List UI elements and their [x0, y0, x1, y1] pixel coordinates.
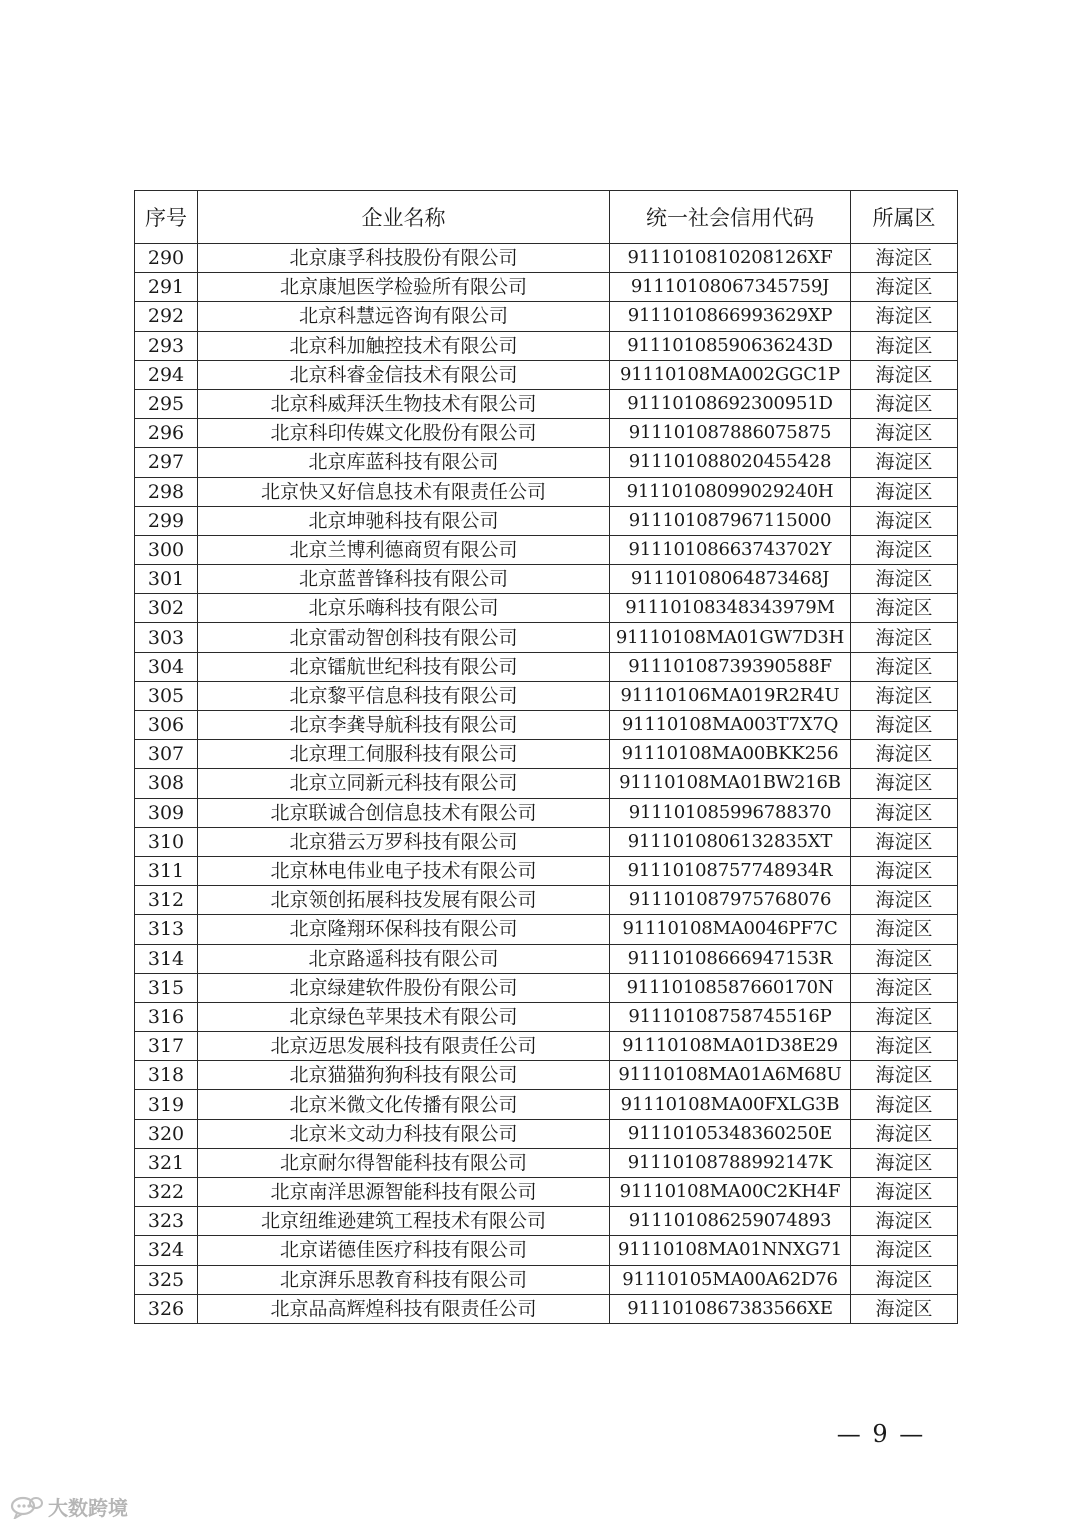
header-serial: 序号: [135, 191, 198, 244]
credit-code-cell: 91110105348360250E: [610, 1119, 851, 1148]
district-cell: 海淀区: [851, 1148, 958, 1177]
district-cell: 海淀区: [851, 973, 958, 1002]
company-name-cell: 北京黎平信息科技有限公司: [198, 681, 610, 710]
serial-cell: 294: [135, 360, 198, 389]
company-name-cell: 北京湃乐思教育科技有限公司: [198, 1265, 610, 1294]
company-name-cell: 北京康旭医学检验所有限公司: [198, 273, 610, 302]
district-cell: 海淀区: [851, 827, 958, 856]
table-row: [135, 1061, 958, 1090]
credit-code-cell: 9111010806132835XT: [610, 827, 851, 856]
table-row: [135, 798, 958, 827]
serial-cell: 321: [135, 1148, 198, 1177]
district-cell: 海淀区: [851, 1207, 958, 1236]
company-name-cell: 北京隆翔环保科技有限公司: [198, 915, 610, 944]
company-name-cell: 北京乐嗨科技有限公司: [198, 594, 610, 623]
table-row: [135, 419, 958, 448]
company-name-cell: 北京科印传媒文化股份有限公司: [198, 419, 610, 448]
district-cell: 海淀区: [851, 1119, 958, 1148]
table-row: [135, 886, 958, 915]
credit-code-cell: 91110108MA00FXLG3B: [610, 1090, 851, 1119]
credit-code-cell: 91110108666947153R: [610, 944, 851, 973]
serial-cell: 326: [135, 1294, 198, 1323]
header-company-name: 企业名称: [198, 191, 610, 244]
serial-cell: 311: [135, 856, 198, 885]
serial-cell: 312: [135, 886, 198, 915]
serial-cell: 291: [135, 273, 198, 302]
district-cell: 海淀区: [851, 1090, 958, 1119]
credit-code-cell: 91110108064873468J: [610, 565, 851, 594]
company-name-cell: 北京路遥科技有限公司: [198, 944, 610, 973]
company-name-cell: 北京耐尔得智能科技有限公司: [198, 1148, 610, 1177]
district-cell: 海淀区: [851, 944, 958, 973]
table-row: [135, 856, 958, 885]
serial-cell: 296: [135, 419, 198, 448]
credit-code-cell: 91110108590636243D: [610, 331, 851, 360]
district-cell: 海淀区: [851, 1002, 958, 1031]
company-name-cell: 北京库蓝科技有限公司: [198, 448, 610, 477]
serial-cell: 299: [135, 506, 198, 535]
serial-cell: 318: [135, 1061, 198, 1090]
company-name-cell: 北京猫猫狗狗科技有限公司: [198, 1061, 610, 1090]
serial-cell: 320: [135, 1119, 198, 1148]
table-row: [135, 1002, 958, 1031]
serial-cell: 310: [135, 827, 198, 856]
credit-code-cell: 91110108739390588F: [610, 652, 851, 681]
company-name-cell: 北京李龚导航科技有限公司: [198, 711, 610, 740]
table-row: [135, 623, 958, 652]
credit-code-cell: 91110108067345759J: [610, 273, 851, 302]
company-name-cell: 北京领创拓展科技发展有限公司: [198, 886, 610, 915]
credit-code-cell: 91110108692300951D: [610, 389, 851, 418]
credit-code-cell: 91110108MA002GGC1P: [610, 360, 851, 389]
company-name-cell: 北京雷动智创科技有限公司: [198, 623, 610, 652]
credit-code-cell: 91110108348343979M: [610, 594, 851, 623]
district-cell: 海淀区: [851, 652, 958, 681]
table-row: [135, 302, 958, 331]
serial-cell: 314: [135, 944, 198, 973]
credit-code-cell: 9111010866993629XP: [610, 302, 851, 331]
bubble-logo-icon: [10, 1495, 44, 1519]
credit-code-cell: 91110108099029240H: [610, 477, 851, 506]
company-name-cell: 北京科睿金信技术有限公司: [198, 360, 610, 389]
credit-code-cell: 9111010867383566XE: [610, 1294, 851, 1323]
header-district: 所属区: [851, 191, 958, 244]
company-name-cell: 北京猎云万罗科技有限公司: [198, 827, 610, 856]
table-row: [135, 1294, 958, 1323]
table-row: [135, 769, 958, 798]
district-cell: 海淀区: [851, 244, 958, 273]
credit-code-cell: 91110108MA003T7X7Q: [610, 711, 851, 740]
credit-code-cell: 9111010810208126XF: [610, 244, 851, 273]
serial-cell: 292: [135, 302, 198, 331]
table-row: [135, 1207, 958, 1236]
table-row: [135, 506, 958, 535]
serial-cell: 297: [135, 448, 198, 477]
enterprise-table: [134, 190, 958, 1324]
serial-cell: 317: [135, 1032, 198, 1061]
table-row: [135, 740, 958, 769]
table-row: [135, 1178, 958, 1207]
serial-cell: 316: [135, 1002, 198, 1031]
district-cell: 海淀区: [851, 1236, 958, 1265]
serial-cell: 324: [135, 1236, 198, 1265]
serial-cell: 304: [135, 652, 198, 681]
company-name-cell: 北京快又好信息技术有限责任公司: [198, 477, 610, 506]
company-name-cell: 北京科慧远咨询有限公司: [198, 302, 610, 331]
credit-code-cell: 91110108MA01BW216B: [610, 769, 851, 798]
district-cell: 海淀区: [851, 302, 958, 331]
company-name-cell: 北京立同新元科技有限公司: [198, 769, 610, 798]
district-cell: 海淀区: [851, 273, 958, 302]
serial-cell: 313: [135, 915, 198, 944]
credit-code-cell: 91110108758745516P: [610, 1002, 851, 1031]
table-row: [135, 273, 958, 302]
credit-code-cell: 91110108663743702Y: [610, 535, 851, 564]
credit-code-cell: 91110105MA00A62D76: [610, 1265, 851, 1294]
serial-cell: 323: [135, 1207, 198, 1236]
serial-cell: 307: [135, 740, 198, 769]
district-cell: 海淀区: [851, 769, 958, 798]
table-row: [135, 389, 958, 418]
company-name-cell: 北京诺德佳医疗科技有限公司: [198, 1236, 610, 1265]
table-row: [135, 535, 958, 564]
credit-code-cell: 91110108MA01D38E29: [610, 1032, 851, 1061]
company-name-cell: 北京科加触控技术有限公司: [198, 331, 610, 360]
company-name-cell: 北京绿色苹果技术有限公司: [198, 1002, 610, 1031]
serial-cell: 303: [135, 623, 198, 652]
table-row: [135, 915, 958, 944]
company-name-cell: 北京林电伟业电子技术有限公司: [198, 856, 610, 885]
credit-code-cell: 91110108788992147K: [610, 1148, 851, 1177]
table-row: [135, 360, 958, 389]
district-cell: 海淀区: [851, 1265, 958, 1294]
header-credit-code: 统一社会信用代码: [610, 191, 851, 244]
credit-code-cell: 911101085996788370: [610, 798, 851, 827]
district-cell: 海淀区: [851, 798, 958, 827]
credit-code-cell: 911101087975768076: [610, 886, 851, 915]
serial-cell: 309: [135, 798, 198, 827]
district-cell: 海淀区: [851, 594, 958, 623]
district-cell: 海淀区: [851, 1294, 958, 1323]
district-cell: 海淀区: [851, 535, 958, 564]
table-row: [135, 565, 958, 594]
district-cell: 海淀区: [851, 506, 958, 535]
company-name-cell: 北京联诚合创信息技术有限公司: [198, 798, 610, 827]
district-cell: 海淀区: [851, 623, 958, 652]
district-cell: 海淀区: [851, 360, 958, 389]
page-number: — 9 —: [836, 1420, 926, 1448]
company-name-cell: 北京坤驰科技有限公司: [198, 506, 610, 535]
table-row: [135, 1148, 958, 1177]
table-row: [135, 1119, 958, 1148]
district-cell: 海淀区: [851, 1032, 958, 1061]
credit-code-cell: 91110108757748934R: [610, 856, 851, 885]
serial-cell: 298: [135, 477, 198, 506]
district-cell: 海淀区: [851, 886, 958, 915]
credit-code-cell: 91110108MA00C2KH4F: [610, 1178, 851, 1207]
table-row: [135, 331, 958, 360]
company-name-cell: 北京米微文化传播有限公司: [198, 1090, 610, 1119]
credit-code-cell: 911101087886075875: [610, 419, 851, 448]
company-name-cell: 北京蓝普锋科技有限公司: [198, 565, 610, 594]
credit-code-cell: 91110106MA019R2R4U: [610, 681, 851, 710]
company-name-cell: 北京绿建软件股份有限公司: [198, 973, 610, 1002]
serial-cell: 306: [135, 711, 198, 740]
table-row: [135, 1032, 958, 1061]
district-cell: 海淀区: [851, 565, 958, 594]
table-row: [135, 652, 958, 681]
table-row: [135, 1236, 958, 1265]
serial-cell: 319: [135, 1090, 198, 1119]
district-cell: 海淀区: [851, 477, 958, 506]
table-row: [135, 1090, 958, 1119]
company-name-cell: 北京米文动力科技有限公司: [198, 1119, 610, 1148]
credit-code-cell: 91110108MA00BKK256: [610, 740, 851, 769]
district-cell: 海淀区: [851, 915, 958, 944]
watermark: [10, 1492, 128, 1521]
company-name-cell: 北京兰博利德商贸有限公司: [198, 535, 610, 564]
table-row: [135, 1265, 958, 1294]
district-cell: 海淀区: [851, 711, 958, 740]
district-cell: 海淀区: [851, 1178, 958, 1207]
serial-cell: 290: [135, 244, 198, 273]
district-cell: 海淀区: [851, 681, 958, 710]
company-name-cell: 北京康孚科技股份有限公司: [198, 244, 610, 273]
table-row: [135, 681, 958, 710]
company-name-cell: 北京纽维逊建筑工程技术有限公司: [198, 1207, 610, 1236]
district-cell: 海淀区: [851, 448, 958, 477]
serial-cell: 305: [135, 681, 198, 710]
credit-code-cell: 911101088020455428: [610, 448, 851, 477]
serial-cell: 325: [135, 1265, 198, 1294]
district-cell: 海淀区: [851, 1061, 958, 1090]
table-row: [135, 244, 958, 273]
company-name-cell: 北京科威拜沃生物技术有限公司: [198, 389, 610, 418]
serial-cell: 293: [135, 331, 198, 360]
table-header-row: [135, 191, 958, 244]
credit-code-cell: 91110108MA0046PF7C: [610, 915, 851, 944]
company-name-cell: 北京镭航世纪科技有限公司: [198, 652, 610, 681]
company-name-cell: 北京南洋思源智能科技有限公司: [198, 1178, 610, 1207]
company-name-cell: 北京理工伺服科技有限公司: [198, 740, 610, 769]
company-name-cell: 北京品高辉煌科技有限责任公司: [198, 1294, 610, 1323]
watermark-text: 大数跨境: [48, 1496, 128, 1520]
serial-cell: 315: [135, 973, 198, 1002]
serial-cell: 295: [135, 389, 198, 418]
serial-cell: 300: [135, 535, 198, 564]
credit-code-cell: 91110108MA01GW7D3H: [610, 623, 851, 652]
credit-code-cell: 911101087967115000: [610, 506, 851, 535]
district-cell: 海淀区: [851, 856, 958, 885]
credit-code-cell: 91110108MA01NNXG71: [610, 1236, 851, 1265]
serial-cell: 322: [135, 1178, 198, 1207]
district-cell: 海淀区: [851, 331, 958, 360]
table-row: [135, 827, 958, 856]
serial-cell: 301: [135, 565, 198, 594]
table-row: [135, 711, 958, 740]
district-cell: 海淀区: [851, 389, 958, 418]
table-body: [135, 244, 958, 1324]
serial-cell: 308: [135, 769, 198, 798]
credit-code-cell: 91110108587660170N: [610, 973, 851, 1002]
company-name-cell: 北京迈思发展科技有限责任公司: [198, 1032, 610, 1061]
table-row: [135, 448, 958, 477]
district-cell: 海淀区: [851, 419, 958, 448]
district-cell: 海淀区: [851, 740, 958, 769]
credit-code-cell: 91110108MA01A6M68U: [610, 1061, 851, 1090]
table-row: [135, 477, 958, 506]
credit-code-cell: 911101086259074893: [610, 1207, 851, 1236]
table-row: [135, 973, 958, 1002]
table-row: [135, 944, 958, 973]
table-row: [135, 594, 958, 623]
serial-cell: 302: [135, 594, 198, 623]
